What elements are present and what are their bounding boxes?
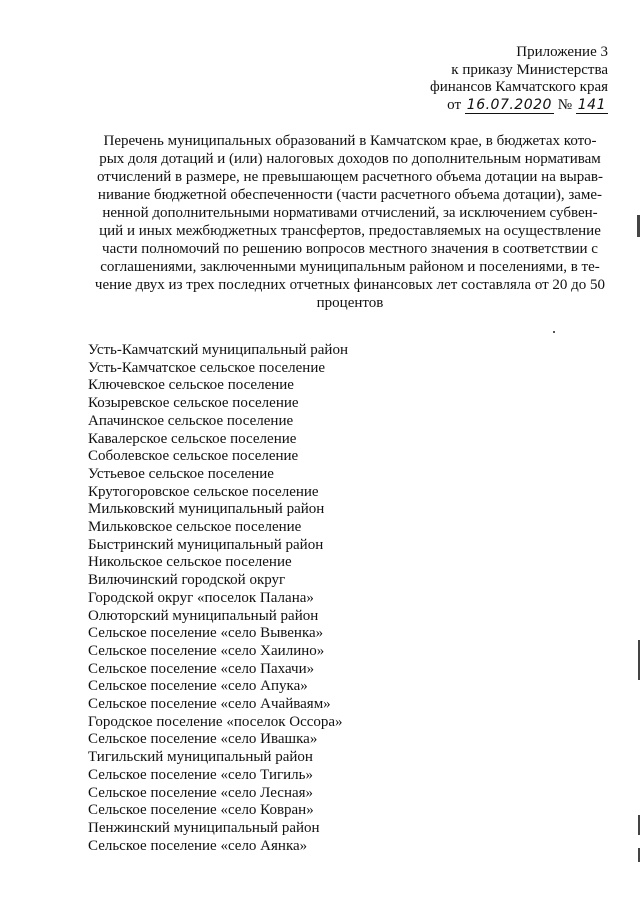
document-title xyxy=(88,132,612,312)
list-item: Мильковский муниципальный район xyxy=(88,501,325,518)
list-item: Городской округ «поселок Палана» xyxy=(88,589,314,606)
handwritten-number: 141 xyxy=(577,96,606,113)
title-line: нивание бюджетной обеспеченности (части расчетного объема дотации), заме- xyxy=(97,187,603,203)
municipality-list xyxy=(88,342,348,855)
title-line: чение двух из трех последних отчетных финансовых лет составляла от 20 до 50 xyxy=(94,277,606,293)
list-item: Ключевское сельское поселение xyxy=(88,377,294,394)
list-item: Вилючинский городской округ xyxy=(88,572,286,589)
title-line: процентов xyxy=(316,295,384,311)
list-item: Апачинское сельское поселение xyxy=(88,412,294,429)
list-item: Крутогоровское сельское поселение xyxy=(88,483,319,500)
list-item: Сельское поселение «село Лесная» xyxy=(88,784,314,801)
appendix-number: Приложение 3 xyxy=(516,44,608,60)
list-item: Тигильский муниципальный район xyxy=(88,749,313,766)
date-prefix: от xyxy=(447,96,462,113)
list-item: Козыревское сельское поселение xyxy=(88,395,299,412)
title-line: ций и иных межбюджетных трансфертов, предоставляемых на осуществление xyxy=(99,223,601,239)
number-prefix: № xyxy=(557,96,573,113)
appendix-order-ref: к приказу Министерства xyxy=(451,61,608,78)
list-item: Быстринский муниципальный район xyxy=(88,536,324,553)
handwritten-date: 16.07.2020 xyxy=(466,96,552,113)
title-line: рых доля дотаций и (или) налоговых доходов по дополнительным нормативам xyxy=(99,151,601,167)
list-item: Никольское сельское поселение xyxy=(88,554,292,571)
title-line: Перечень муниципальных образований в Камчатском крае, в бюджетах кото- xyxy=(103,133,597,149)
appendix-ministry: финансов Камчатского края xyxy=(429,79,608,95)
title-line: части полномочий по решению вопросов местного значения в соответствии с xyxy=(102,241,598,257)
list-item: Усть-Камчатский муниципальный район xyxy=(88,342,348,358)
list-item: Кавалерское сельское поселение xyxy=(88,430,297,447)
list-item: Усть-Камчатское сельское поселение xyxy=(88,359,326,376)
list-item: Сельское поселение «село Апука» xyxy=(88,678,308,695)
list-item: Сельское поселение «село Аянка» xyxy=(88,837,308,854)
list-item: Сельское поселение «село Вывенка» xyxy=(88,625,324,642)
list-item: Сельское поселение «село Пахачи» xyxy=(88,660,315,677)
list-item: Олюторский муниципальный район xyxy=(88,607,319,624)
appendix-date-line xyxy=(430,97,608,115)
list-item: Сельское поселение «село Ивашка» xyxy=(88,731,318,748)
scan-dot xyxy=(553,331,555,333)
title-line: соглашениями, заключенными муниципальным районом и поселениями, в те- xyxy=(100,259,600,275)
title-line: ненной дополнительными нормативами отчислений, за исключением субвен- xyxy=(102,205,598,221)
list-item: Устьевое сельское поселение xyxy=(88,465,274,482)
list-item: Пенжинский муниципальный район xyxy=(88,819,320,836)
list-item: Сельское поселение «село Хаилино» xyxy=(88,642,325,659)
list-item: Соболевское сельское поселение xyxy=(88,448,299,465)
appendix-header xyxy=(430,44,608,114)
list-item: Сельское поселение «село Ачайваям» xyxy=(88,696,331,713)
list-item: Городское поселение «поселок Оссора» xyxy=(88,713,343,730)
list-item: Сельское поселение «село Тигиль» xyxy=(88,766,314,783)
list-item: Мильковское сельское поселение xyxy=(88,519,302,536)
list-item: Сельское поселение «село Ковран» xyxy=(88,802,314,819)
title-line: отчислений в размере, не превышающем расчетного объема дотации на вырав- xyxy=(96,169,603,185)
